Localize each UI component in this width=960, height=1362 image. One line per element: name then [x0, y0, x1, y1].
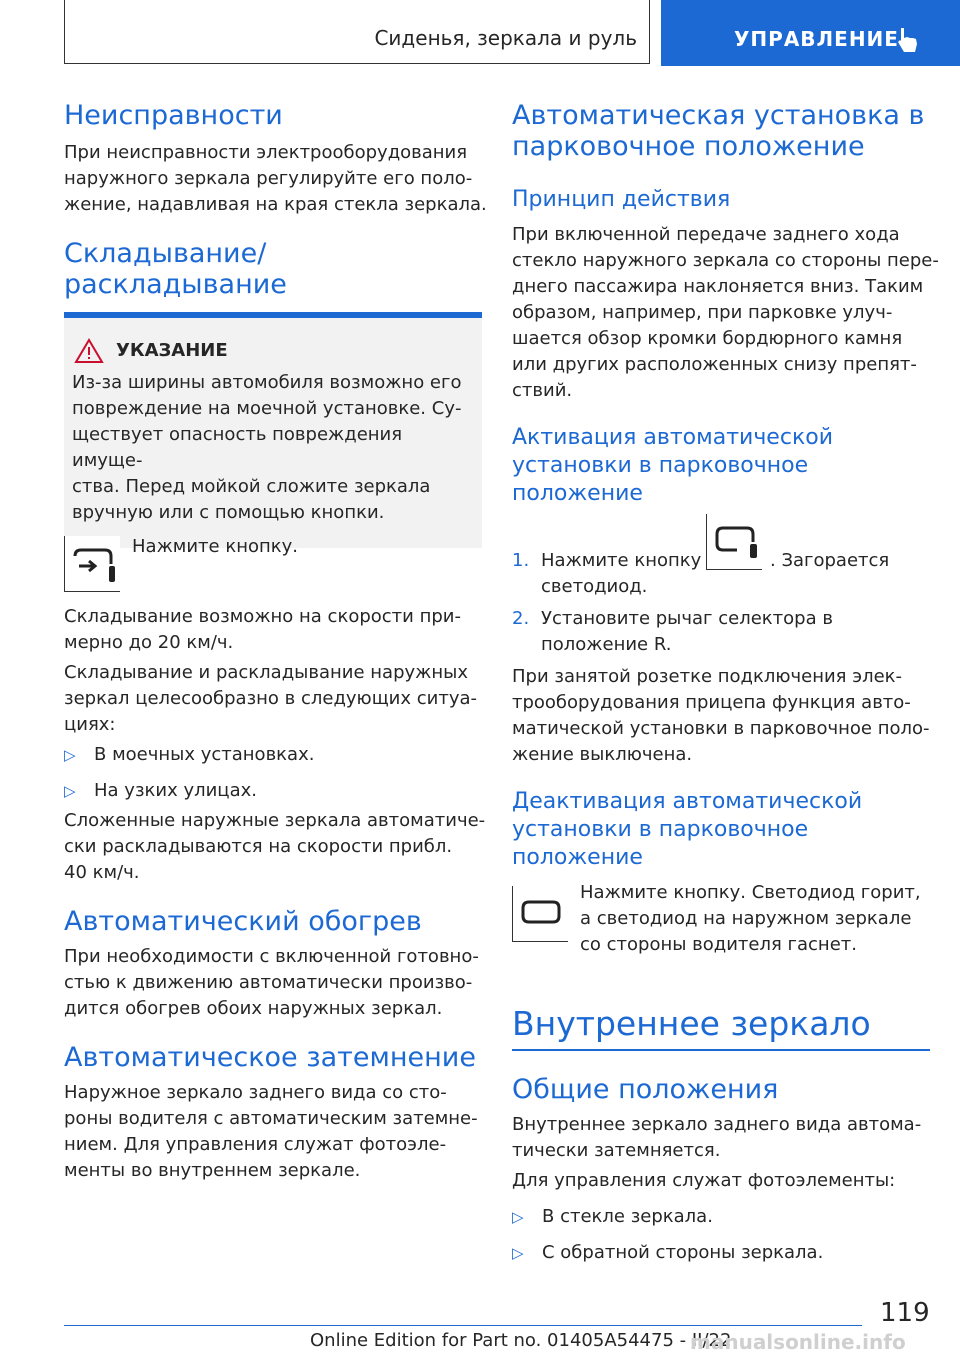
parking-button-image	[706, 514, 762, 570]
warning-triangle-icon	[74, 338, 104, 364]
mirror-parking-icon	[707, 514, 763, 570]
watermark: manualsonline.info	[690, 1330, 906, 1354]
header-chapter-tab	[661, 0, 960, 66]
list-item: ▷ С обратной стороны зеркала.	[512, 1240, 823, 1266]
notice-text: Из-за ширины автомобиля возможно его повреждение на моечной установке. Су- ществует опасность повреждения имуще- ства. Перед мойкой сложите зеркала вручную или с помощью кнопки.	[72, 372, 462, 523]
heading-deactivation: Деактивация автоматической установки в парковочное положение	[512, 789, 863, 870]
mirror-fold-icon	[65, 536, 121, 592]
triangle-bullet-icon: ▷	[64, 746, 76, 764]
paragraph-dimming: Наружное зеркало заднего вида со сто- роны водителя с автоматическим затемне- нием. Для управления служат фотоэле- менты во внутреннем зеркале.	[64, 1082, 478, 1181]
heading-general: Общие положения	[512, 1074, 779, 1105]
footer-divider	[64, 1325, 862, 1326]
heading-principle: Принцип действия	[512, 187, 731, 212]
mirror-parking-icon	[513, 886, 569, 942]
press-button-text: Нажмите кнопку.	[132, 536, 299, 557]
paragraph-deactivation: Нажмите кнопку. Светодиод горит, а светодиод на наружном зеркале со стороны водителя гаснет.	[580, 882, 921, 955]
header-chapter-label: УПРАВЛЕНИЕ	[734, 27, 899, 51]
triangle-bullet-icon: ▷	[512, 1208, 524, 1226]
header-section-box	[64, 0, 650, 64]
triangle-bullet-icon: ▷	[512, 1244, 524, 1262]
deactivate-button-image	[512, 886, 568, 942]
hand-pointer-icon	[895, 26, 921, 54]
triangle-bullet-icon: ▷	[64, 782, 76, 800]
fold-button-image	[64, 536, 120, 592]
paragraph-trailer: При занятой розетке подключения элек- трооборудования прицепа функция авто- матической установки в парковочное поло- жение выключена.	[512, 666, 930, 765]
heading-interior-mirror: Внутреннее зеркало	[512, 1004, 871, 1043]
heading-dimming: Автоматическое затемнение	[64, 1042, 476, 1073]
paragraph-speed: Складывание возможно на скорости при- мерно до 20 км/ч.	[64, 606, 461, 653]
heading-parking: Автоматическая установка в парковочное положение	[512, 100, 925, 162]
paragraph-auto-unfold: Сложенные наружные зеркала автоматиче- ски раскладываются на скорости прибл. 40 км/ч.	[64, 810, 486, 883]
heading-malfunction: Неисправности	[64, 100, 283, 131]
notice-title: УКАЗАНИЕ	[116, 340, 228, 361]
paragraph-heating: При необходимости с включенной готовно- стью к движению автоматически произво- дится обогрев обоих наружных зеркал.	[64, 946, 479, 1019]
section-divider	[512, 1049, 930, 1051]
paragraph-photo: Для управления служат фотоэлементы:	[512, 1170, 896, 1191]
heading-heating: Автоматический обогрев	[64, 906, 422, 937]
notice-box	[64, 312, 482, 548]
heading-folding: Складывание/раскладывание	[64, 238, 287, 300]
paragraph-situations: Складывание и раскладывание наружных зеркал целесообразно в следующих ситуа- циях:	[64, 662, 477, 735]
header-section-title: Сиденья, зеркала и руль	[374, 26, 637, 50]
list-item: ▷ На узких улицах.	[64, 778, 257, 804]
paragraph-principle: При включенной передаче заднего хода стекло наружного зеркала со стороны пере- днего пассажира наклоняется вниз. Таким образом, например, при парковке улуч- шается обзор кромки бордюрного камня или других расположенных снизу препят- ствий.	[512, 224, 939, 401]
paragraph-malfunction: При неисправности электрооборудования наружного зеркала регулируйте его поло- жение, надавливая на края стекла зеркала.	[64, 142, 487, 215]
list-item: ▷ В моечных установках.	[64, 742, 314, 768]
footer-edition: Online Edition for Part no. 01405A54475 - II/22	[310, 1330, 732, 1351]
heading-activation: Активация автоматической установки в парковочное положение	[512, 425, 833, 506]
paragraph-general: Внутреннее зеркало заднего вида автома- тически затемняется.	[512, 1114, 922, 1161]
list-item: ▷ В стекле зеркала.	[512, 1204, 713, 1230]
page-header	[0, 0, 960, 66]
page-number: 119	[880, 1298, 930, 1328]
